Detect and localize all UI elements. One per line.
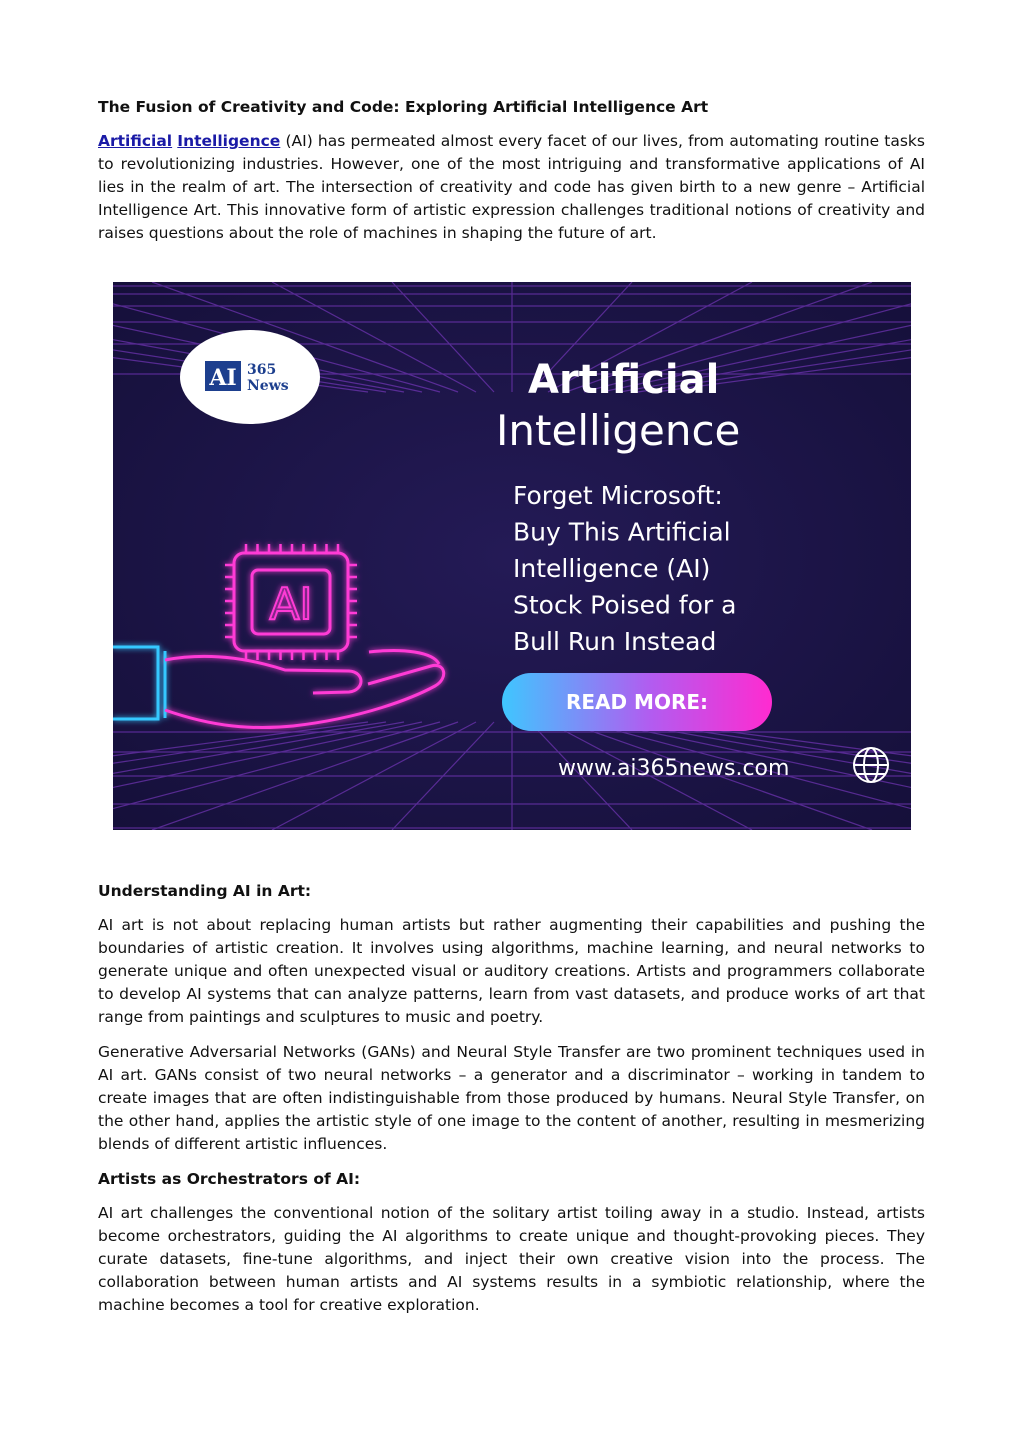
article-body (98, 880, 925, 1329)
banner-subtitle (513, 481, 736, 656)
logo-ai-text: AI (209, 365, 237, 391)
section-heading-orchestrators: Artists as Orchestrators of AI: (98, 1170, 361, 1188)
section-paragraph: AI art challenges the conventional notion of the solitary artist toiling away in a studio. Instead, artists become orchestrators, guiding the AI algorithms to create unique and thought-provoking pieces. They curate datasets, fine-tune algorithms, and inject their own creative vision into the process. The collaboration between human artists and AI systems results in a symbiotic relationship, where the machine becomes a tool for creative exploration. (98, 1204, 925, 1314)
intro-text: (AI) has permeated almost every facet of our lives, from automating routine tasks to revolutionizing industries. However, one of the most intriguing and transformative applications of AI lies in the realm of art. The intersection of creativity and code has given birth to a new genre – Artificial Intelligence Art. This innovative form of artistic expression challenges traditional notions of creativity and raises questions about the role of machines in shaping the future of art. (98, 132, 925, 242)
article-intro (98, 96, 925, 257)
banner-subtitle-line: Forget Microsoft: (513, 481, 723, 510)
ai365-logo (180, 330, 320, 424)
artificial-link[interactable]: Artificial (98, 132, 173, 150)
chip-label: AI (269, 579, 313, 630)
banner-url: www.ai365news.com (558, 756, 790, 781)
article-title: The Fusion of Creativity and Code: Exploring Artificial Intelligence Art (98, 98, 709, 116)
banner-subtitle-line: Buy This Artificial (513, 517, 731, 547)
logo-365-text: 365 (247, 362, 277, 378)
section-paragraph: AI art is not about replacing human artists but rather augmenting their capabilities and pushing the boundaries of artistic creation. It involves using algorithms, machine learning, and neural networks to generate unique and often unexpected visual or auditory creations. Artists and programmers collaborate to develop AI systems that can analyze patterns, learn from vast datasets, and produce works of art that range from paintings and sculptures to music and poetry. (98, 916, 925, 1026)
intelligence-link[interactable]: Intelligence (177, 132, 281, 150)
banner-subtitle-line: Intelligence (AI) (513, 554, 711, 583)
banner-subtitle-line: Stock Poised for a (513, 590, 737, 620)
banner-headline-1: Artificial (528, 357, 720, 403)
banner-headline-2: Intelligence (496, 406, 741, 455)
logo-news-text: News (247, 378, 289, 394)
ad-banner-image[interactable] (113, 282, 911, 830)
read-more-button[interactable] (502, 673, 772, 731)
read-more-label: READ MORE: (565, 690, 709, 714)
intro-paragraph (98, 130, 925, 245)
section-heading-understanding: Understanding AI in Art: (98, 882, 312, 900)
banner-subtitle-line: Bull Run Instead (513, 627, 717, 656)
section-paragraph: Generative Adversarial Networks (GANs) and Neural Style Transfer are two prominent techniques used in AI art. GANs consist of two neural networks – a generator and a discriminator – working in tandem to create images that are often indistinguishable from those produced by humans. Neural Style Transfer, on the other hand, applies the artistic style of one image to the content of another, resulting in mesmerizing blends of different artistic influences. (98, 1043, 925, 1153)
banner-graphic (113, 282, 911, 830)
